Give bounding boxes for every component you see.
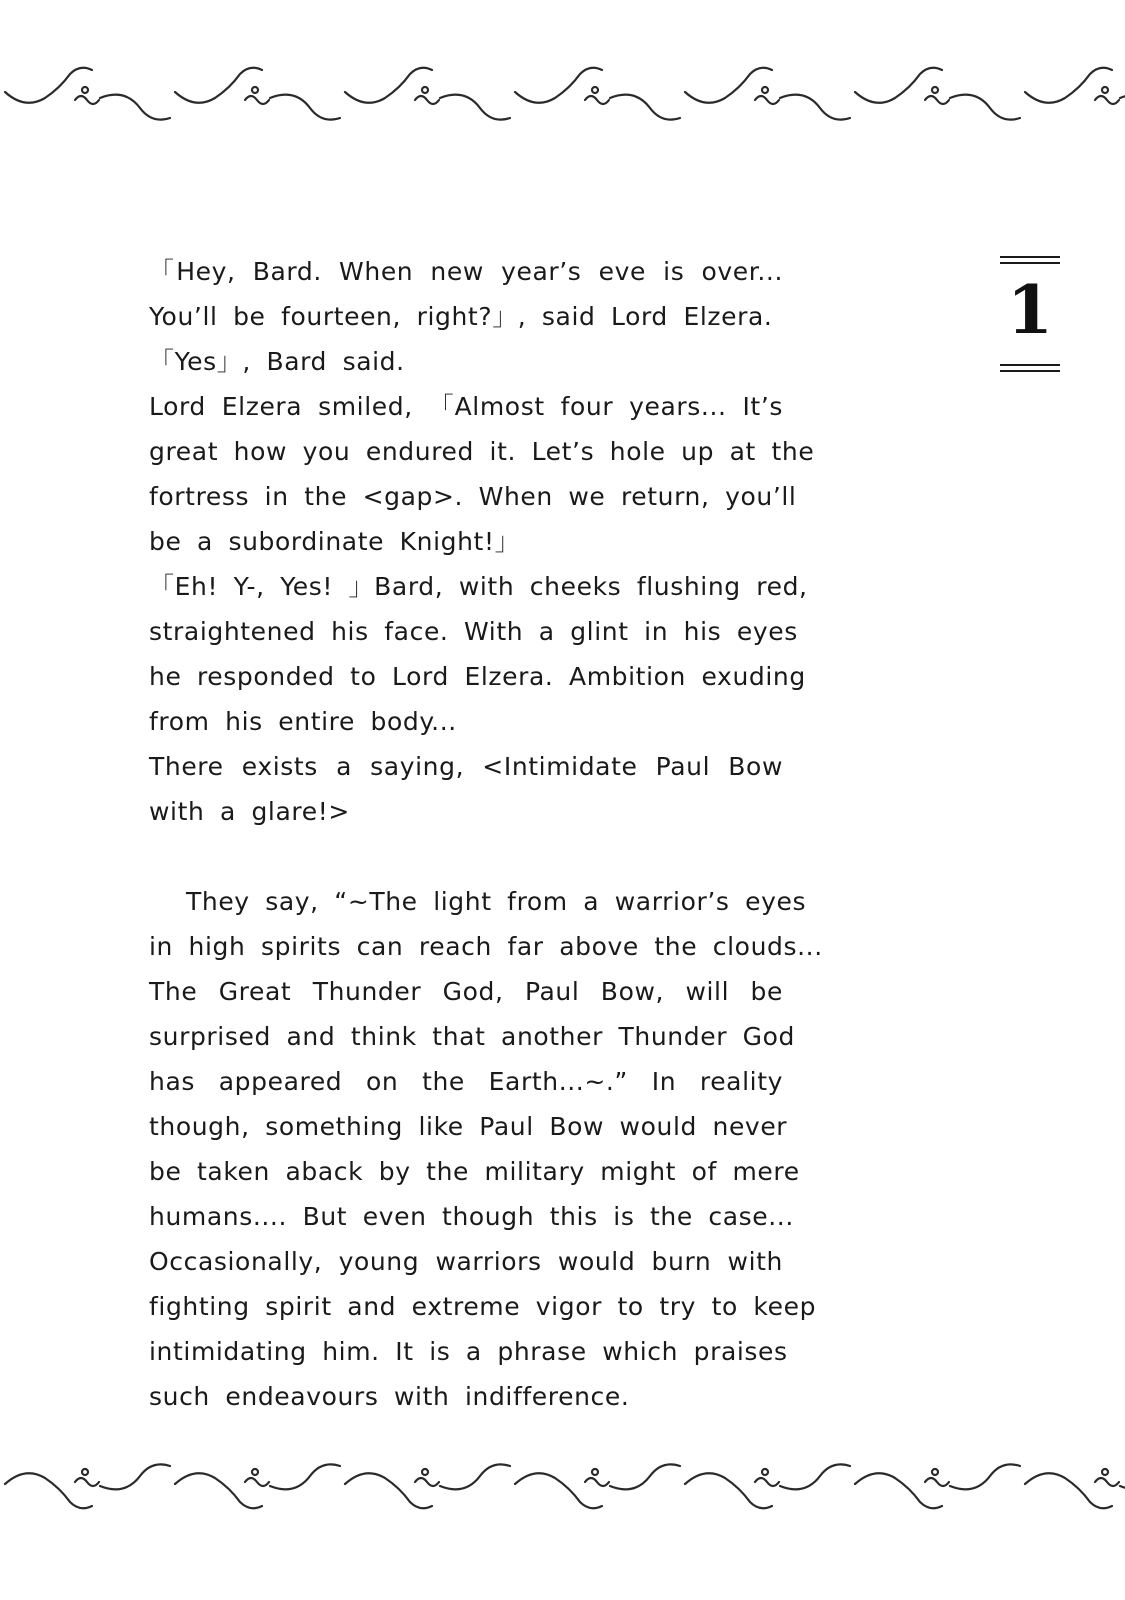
text-line: 「Hey, Bard. When new year’s eve is over... [149,257,783,286]
text-line: fortress in the <gap>. When we return, you’ll [149,482,797,511]
text-line: surprised and think that another Thunder God [149,1022,795,1051]
text-line: humans.... But even though this is the case... [149,1202,794,1231]
text-line: great how you endured it. Let’s hole up at the [149,437,815,466]
text-line: be taken aback by the military might of mere [149,1157,800,1186]
text-line: he responded to Lord Elzera. Ambition exuding [149,662,806,691]
top-ornamental-border [0,62,1125,142]
text-line: Occasionally, young warriors would burn with [149,1247,783,1276]
text-line: fighting spirit and extreme vigor to try to keep [149,1292,817,1321]
text-line: straightened his face. With a glint in his eyes [149,617,798,646]
text-line: though, something like Paul Bow would never [149,1112,788,1141]
text-line: be a subordinate Knight!」 [149,527,521,556]
text-line: They say, “~The light from a warrior’s eyes [186,887,807,916]
chapter-number: 1 [1007,271,1053,349]
text-line: has appeared on the Earth...~.” In reality [149,1067,783,1096]
text-line: Lord Elzera smiled, 「Almost four years... It’s [149,392,783,421]
text-line: You’ll be fourteen, right?」, said Lord Elzera. [149,302,773,331]
text-line: such endeavours with indifference. [149,1382,630,1411]
text-line: in high spirits can reach far above the clouds... [149,932,823,961]
text-line: from his entire body... [149,707,457,736]
text-line: with a glare!> [149,797,350,826]
text-line: intimidating him. It is a phrase which praises [149,1337,788,1366]
bottom-ornamental-border [0,1444,1125,1524]
body-text [149,249,823,1419]
chapter-marker [1000,256,1060,376]
text-line: There exists a saying, <Intimidate Paul Bow [149,752,783,781]
text-line: The Great Thunder God, Paul Bow, will be [149,977,783,1006]
text-line: 「Eh! Y-, Yes! 」Bard, with cheeks flushing red, [149,572,808,601]
text-line: 「Yes」, Bard said. [149,347,405,376]
